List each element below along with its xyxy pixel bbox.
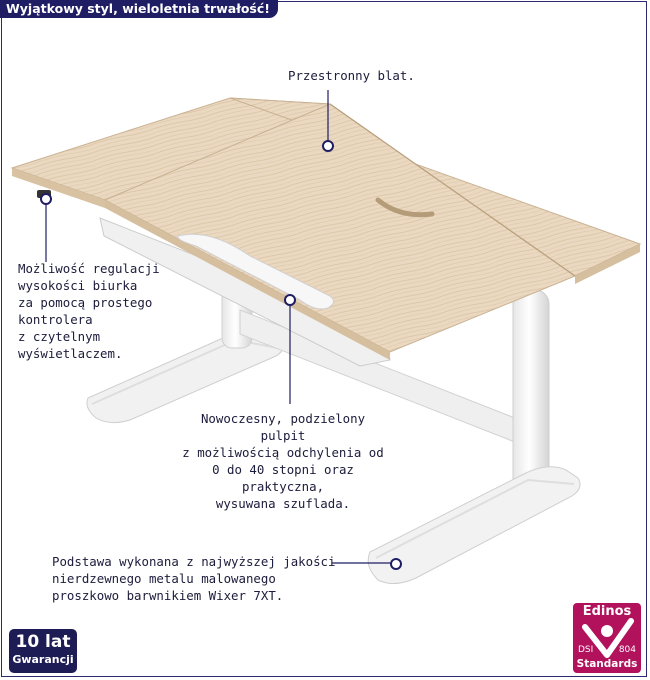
caption-height-adjust: Możliwość regulacji wysokości biurka za pomocą prostego kontrolera z czytelnym wyświetlaczem.: [18, 261, 160, 361]
height-controller: [37, 190, 51, 204]
standards-label: Standards: [576, 658, 638, 670]
standards-prefix: DSI: [578, 645, 594, 655]
caption-tabletop: Przestronny blat.: [288, 68, 415, 83]
header-banner: Wyjątkowy styl, wieloletnia trwałość!: [0, 0, 278, 18]
caption-base: Podstawa wykonana z najwyższej jakości nierdzewnego metalu malowanego proszkowo barwnikiem Wixer 7XT.: [52, 554, 336, 603]
warranty-badge: [9, 629, 77, 673]
caption-tilting-desk: Nowoczesny, podzielony pulpit z możliwością odchylenia od 0 do 40 stopni oraz praktyczna, wysuwana szuflada.: [182, 411, 384, 511]
standards-number: 804: [618, 645, 636, 655]
warranty-label: Gwarancji: [12, 653, 74, 666]
standards-brand: Edinos: [582, 604, 632, 619]
right-column: [513, 290, 549, 498]
warranty-years: 10 lat: [15, 632, 71, 652]
standards-badge: [573, 603, 641, 673]
